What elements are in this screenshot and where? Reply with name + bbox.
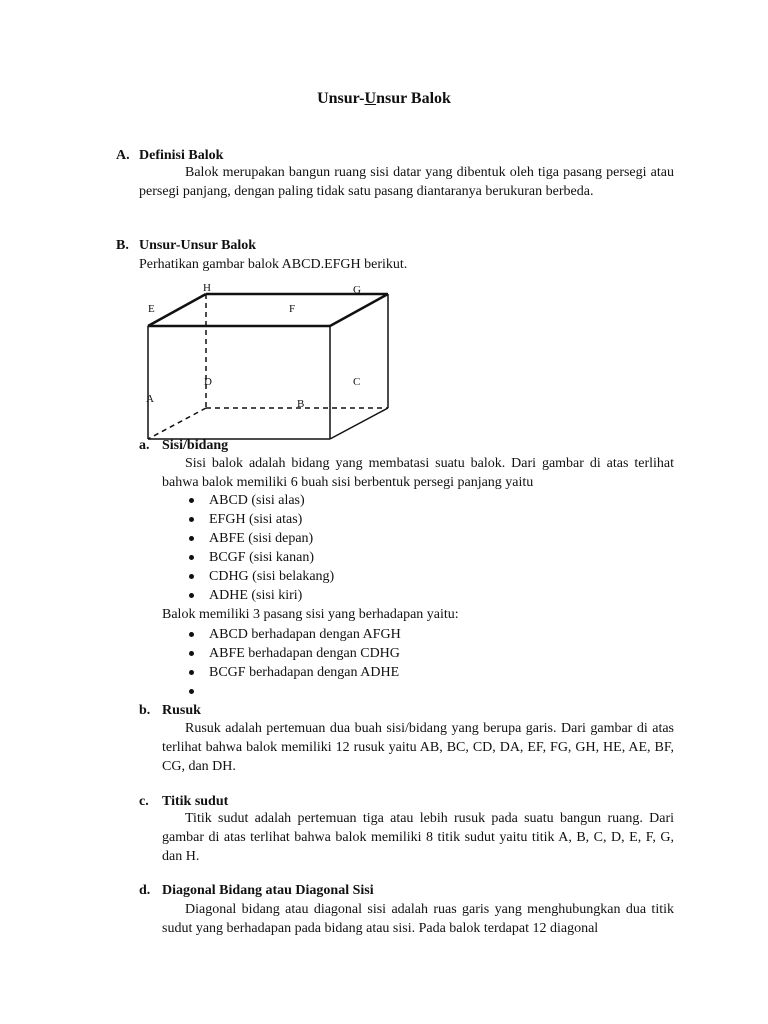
pairs-intro: Balok memiliki 3 pasang sisi yang berhadapan yaitu: [162, 607, 459, 622]
sub-c-title: Titik sudut [162, 794, 229, 809]
cuboid-figure [138, 278, 398, 446]
section-b-heading [116, 236, 256, 255]
list-item: ABCD berhadapan dengan AFGH [186, 625, 401, 644]
sub-a-paragraph: Sisi balok adalah bidang yang membatasi suatu balok. Dari gambar di atas terlihat bahwa balok memiliki 6 buah sisi berbentuk persegi panjang yaitu [162, 456, 674, 490]
faces-list [186, 491, 334, 605]
sub-c-letter: c. [139, 794, 149, 809]
vertex-label-b: B [297, 398, 305, 410]
list-item: BCGF berhadapan dengan ADHE [186, 663, 401, 682]
vertex-label-g: G [353, 284, 361, 296]
sub-b-letter: b. [139, 703, 151, 718]
list-item: EFGH (sisi atas) [186, 510, 334, 529]
section-a-title: Definisi Balok [139, 148, 224, 163]
sub-c-paragraph: Titik sudut adalah pertemuan tiga atau lebih rusuk pada suatu bangun ruang. Dari gambar di atas terlihat bahwa balok memiliki 8 titik sudut yaitu titik A, B, C, D, E, F, G, dan H. [162, 811, 674, 864]
list-item: BCGF (sisi kanan) [186, 548, 334, 567]
edge-da [148, 408, 206, 439]
section-a-letter: A. [116, 148, 130, 163]
vertex-label-h: H [203, 282, 211, 294]
section-b-intro: Perhatikan gambar balok ABCD.EFGH berikut. [139, 257, 408, 272]
sub-b-paragraph: Rusuk adalah pertemuan dua buah sisi/bidang yang berupa garis. Dari gambar di atas terlihat bahwa balok memiliki 12 rusuk yaitu AB, BC, CD, DA, EF, FG, GH, HE, AE, BF, CG, dan DH. [162, 721, 674, 774]
section-b-title: Unsur-Unsur Balok [139, 238, 257, 253]
list-item [186, 682, 401, 701]
sub-d-title: Diagonal Bidang atau Diagonal Sisi [162, 883, 374, 898]
vertex-label-d: D [204, 376, 212, 388]
section-a-paragraph: Balok merupakan bangun ruang sisi datar yang dibentuk oleh tiga pasang persegi atau persegi panjang, dengan paling tidak satu pasang diantaranya berukuran berbeda. [139, 165, 674, 199]
edge-cb [330, 408, 388, 439]
vertex-label-a: A [146, 393, 154, 405]
sub-b-title: Rusuk [162, 703, 201, 718]
sub-a-heading [139, 436, 228, 455]
sub-a-title: Sisi/bidang [162, 438, 229, 453]
sub-d-letter: d. [139, 883, 151, 898]
sub-d-heading [139, 881, 374, 900]
vertex-label-c: C [353, 376, 361, 388]
list-item: ABFE berhadapan dengan CDHG [186, 644, 401, 663]
sub-b-heading [139, 701, 201, 720]
vertex-label-f: F [289, 303, 296, 315]
pairs-list [186, 625, 401, 701]
sub-a-letter: a. [139, 438, 150, 453]
list-item: ADHE (sisi kiri) [186, 586, 334, 605]
sub-d-paragraph: Diagonal bidang atau diagonal sisi adalah ruas garis yang menghubungkan dua titik sudut yang berhadapan pada bidang atau sisi. Pada balok terdapat 12 diagonal [162, 902, 674, 936]
edge-he [148, 294, 206, 326]
section-b-letter: B. [116, 238, 129, 253]
page-title: Unsur-Unsur Balok [317, 90, 451, 107]
list-item: CDHG (sisi belakang) [186, 567, 334, 586]
list-item: ABCD (sisi alas) [186, 491, 334, 510]
vertex-label-e: E [148, 303, 155, 315]
list-item: ABFE (sisi depan) [186, 529, 334, 548]
